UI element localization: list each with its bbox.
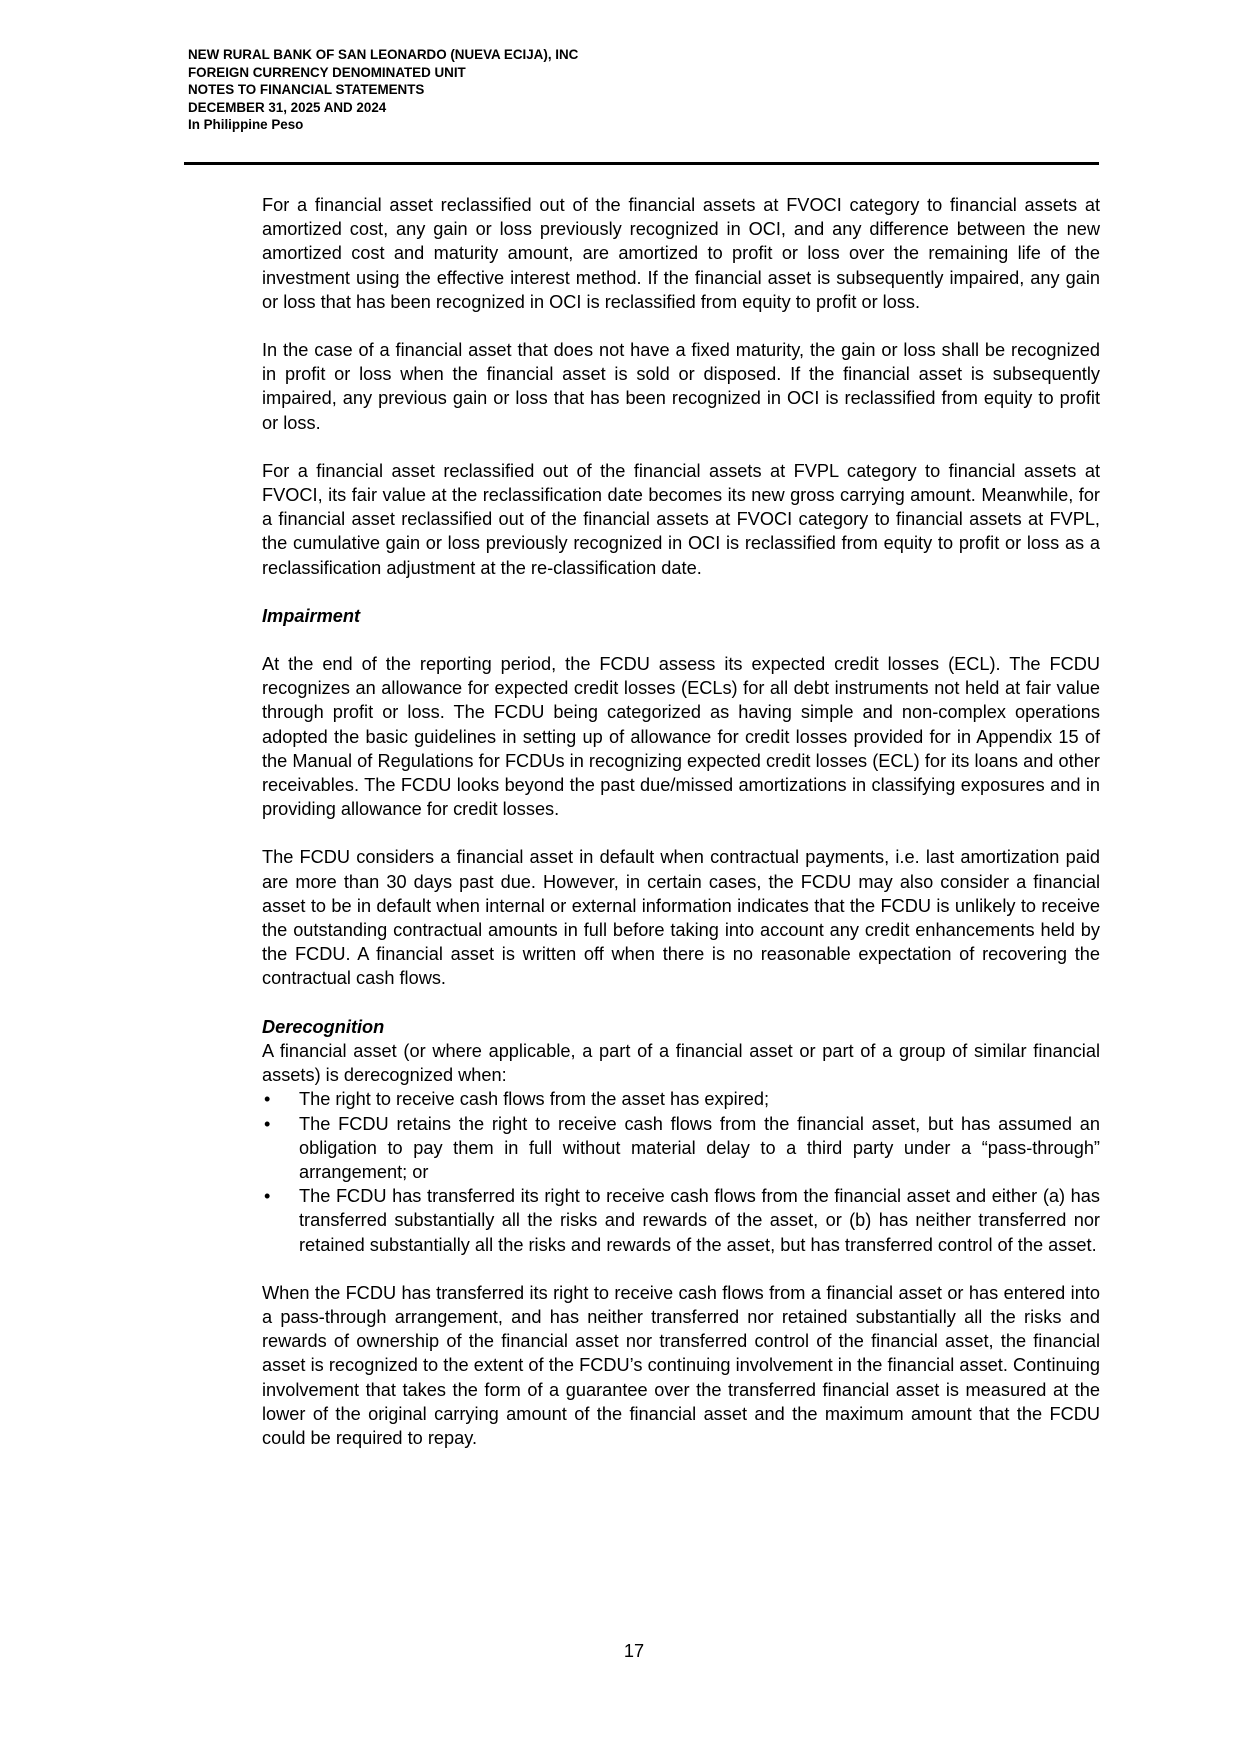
paragraph-fvpl-fvoci-reclassification: For a financial asset reclassified out of the financial assets at FVPL category to financial assets at FVOCI, its fair value at the reclassification date becomes its new gross carrying amount. Meanwhile, for a financial asset reclassified out of the financial assets at FVOCI category to financial assets at FVPL, the cumulative gain or loss previously recognized in OCI is reclassified from equity to profit or loss as a reclassification adjustment at the re-classification date. — [262, 460, 1100, 578]
paragraph-derecognition-intro: A financial asset (or where applicable, a part of a financial asset or part of a group of similar financial assets) is derecognized when: — [262, 1040, 1100, 1086]
paragraph-no-fixed-maturity: In the case of a financial asset that does not have a fixed maturity, the gain or loss shall be recognized in profit or loss when the financial asset is sold or disposed. If the financial asset is subsequently impaired, any previous gain or loss that has been recognized in OCI is reclassified from equity to profit or loss. — [262, 340, 1100, 433]
list-item — [262, 1087, 1100, 1111]
header-document-title: NOTES TO FINANCIAL STATEMENTS — [188, 82, 425, 98]
header-bank-name: NEW RURAL BANK OF SAN LEONARDO (NUEVA ECIJA), INC — [188, 47, 579, 62]
header-unit-name: FOREIGN CURRENCY DENOMINATED UNIT — [188, 64, 466, 80]
header-period: DECEMBER 31, 2025 AND 2024 — [188, 99, 387, 115]
page-number: 17 — [623, 1641, 645, 1661]
list-item-text: The FCDU retains the right to receive cash flows from the financial asset, but has assumed an obligation to pay them in full without material delay to a third party under a “pass-through” arrangement; or — [299, 1113, 1100, 1182]
derecognition-conditions-list — [262, 1087, 1100, 1256]
list-item — [262, 1112, 1100, 1185]
bullet-icon: • — [264, 1186, 271, 1207]
bullet-icon: • — [264, 1113, 271, 1134]
document-body — [262, 193, 1100, 1474]
header-currency: In Philippine Peso — [188, 117, 304, 133]
header-divider — [184, 162, 1099, 165]
paragraph-continuing-involvement: When the FCDU has transferred its right to receive cash flows from a financial asset or has entered into a pass-through arrangement, and has neither transferred nor retained substantially all the risks and rewards of ownership of the financial asset nor transferred control of the financial asset, the financial asset is recognized to the extent of the FCDU’s continuing involvement in the financial asset. Continuing involvement that takes the form of a guarantee over the transferred financial asset is measured at the lower of the original carrying amount of the financial asset and the maximum amount that the FCDU could be required to repay. — [262, 1282, 1100, 1448]
list-item-text: The FCDU has transferred its right to receive cash flows from the financial asset and either (a) has transferred substantially all the risks and rewards of the asset, or (b) has neither transferred nor retained substantially all the risks and rewards of the asset, but has transferred control of the asset. — [299, 1186, 1100, 1255]
section-heading-impairment: Impairment — [262, 605, 361, 626]
paragraph-default-definition: The FCDU considers a financial asset in default when contractual payments, i.e. last amortization paid are more than 30 days past due. However, in certain cases, the FCDU may also consider a financial asset to be in default when internal or external information indicates that the FCDU is unlikely to receive the outstanding contractual amounts in full before taking into account any credit enhancements held by the FCDU. A financial asset is written off when there is no reasonable expectation of recovering the contractual cash flows. — [262, 847, 1100, 989]
section-heading-derecognition: Derecognition — [262, 1016, 385, 1037]
bullet-icon: • — [264, 1089, 271, 1110]
document-header — [188, 46, 578, 134]
paragraph-fvoci-to-amortized-cost: For a financial asset reclassified out of the financial assets at FVOCI category to financial assets at amortized cost, any gain or loss previously recognized in OCI, and any difference between the new amortized cost and maturity amount, are amortized to profit or loss over the remaining life of the investment using the effective interest method. If the financial asset is subsequently impaired, any gain or loss that has been recognized in OCI is reclassified from equity to profit or loss. — [262, 195, 1100, 312]
paragraph-impairment-ecl: At the end of the reporting period, the FCDU assess its expected credit losses (ECL). The FCDU recognizes an allowance for expected credit losses (ECLs) for all debt instruments not held at fair value through profit or loss. The FCDU being categorized as having simple and non-complex operations adopted the basic guidelines in setting up of allowance for credit losses provided for in Appendix 15 of the Manual of Regulations for FCDUs in recognizing expected credit losses (ECL) for its loans and other receivables. The FCDU looks beyond the past due/missed amortizations in classifying exposures and in providing allowance for credit losses. — [262, 654, 1100, 820]
list-item — [262, 1184, 1100, 1257]
list-item-text: The right to receive cash flows from the asset has expired; — [299, 1089, 770, 1110]
